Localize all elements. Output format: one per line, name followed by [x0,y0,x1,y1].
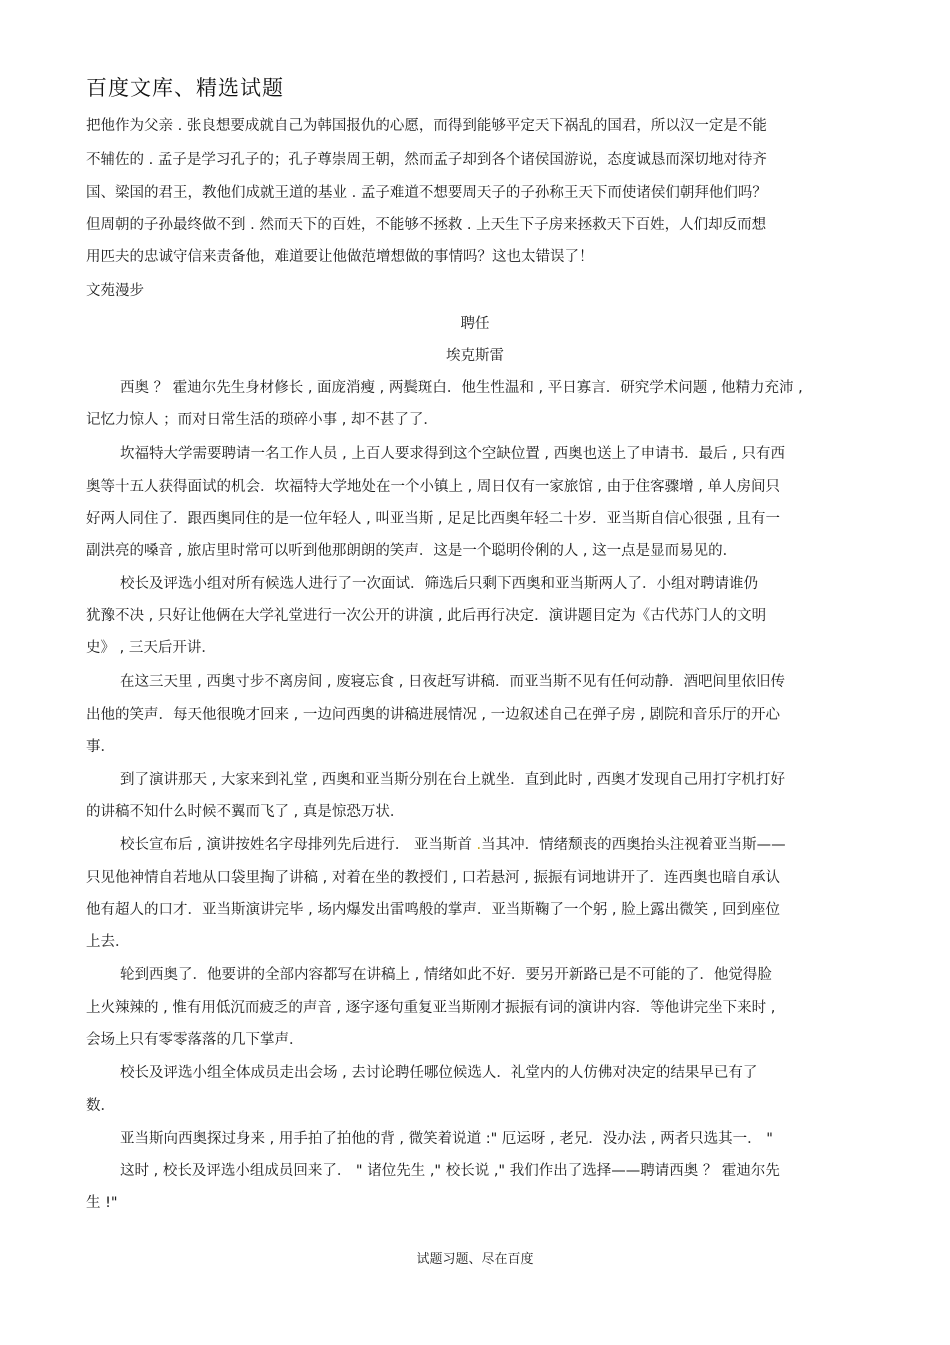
article-line: 副洪亮的嗓音 , 旅店里时常可以听到他那朗朗的笑声．这是一个聪明伶俐的人 , 这一点是显而易见的． [86,543,738,559]
article-line: 校长及评选小组全体成员走出会场 , 去讨论聘任哪位候选人．礼堂内的人仿佛对决定的结果早已有了 [120,1065,758,1081]
article-line: 记忆力惊人 ；而对日常生活的琐碎小事 , 却不甚了了． [86,412,438,428]
intro-line: 但周朝的子孙最终做不到 . 然而天下的百姓，不能够不拯救 . 上天生下子房来拯救天下百姓，人们却反而想 [86,217,767,233]
article-line: 这时 , 校长及评选小组成员回来了． " 诸位先生 ," 校长说 ," 我们作出了选择——聘请西奥 ？ 霍迪尔先 [120,1163,780,1179]
article-line [120,835,786,855]
article-title: 聘任 [460,316,490,332]
article-line: 上火辣辣的 , 惟有用低沉而疲乏的声音 , 逐字逐句重复亚当斯刚才振振有词的演讲内容．等他讲完坐下来时 , [86,1000,776,1016]
article-line: 轮到西奥了．他要讲的全部内容都写在讲稿上 , 情绪如此不好．要另开新路已是不可能的了．他觉得脸 [120,967,772,983]
article-line: 数． [86,1098,115,1114]
article-line: 他有超人的口才．亚当斯演讲完毕 , 场内爆发出雷鸣般的掌声．亚当斯鞠了一个躬 , 脸上露出微笑 , 回到座位 [86,902,780,918]
intro-line: 国、梁国的君王，教他们成就王道的基业 . 孟子难道不想要周天子的子孙称王天下而使诸侯们朝拜他们吗？ [86,185,767,201]
article-line: 犹豫不决 , 只好让他俩在大学礼堂进行一次公开的讲演 , 此后再行决定．演讲题目定为《古代苏门人的文明 [86,608,767,624]
intro-line: 把他作为父亲 . 张良想要成就自己为韩国报仇的心愿，而得到能够平定天下祸乱的国君，所以汉一定是不能 [86,118,767,134]
article-line: 的讲稿不知什么时候不翼而飞了 , 真是惊恐万状． [86,804,405,820]
article-line: 西奥 ？ 霍迪尔先生身材修长 , 面庞消瘦 , 两鬓斑白．他生性温和 , 平日寡言．研究学术问题 , 他精力充沛 , [120,380,803,396]
page-footer: 试题习题、尽在百度 [416,1252,534,1267]
article-line: 会场上只有零零落落的几下掌声． [86,1032,304,1048]
article-line: 出他的笑声．每天他很晚才回来 , 一边问西奥的讲稿进展情况 , 一边叙述自己在弹子房 , 剧院和音乐厅的开心 [86,707,780,723]
highlight-dot-icon: . [476,837,482,853]
article-line: 只见他神情自若地从口袋里掏了讲稿 , 对着在坐的教授们 , 口若悬河 , 振振有词地讲开了．连西奥也暗自承认 [86,870,780,886]
intro-line: 不辅佐的 . 孟子是学习孔子的；孔子尊崇周王朝，然而孟子却到各个诸侯国游说，态度诚恳而深切地对待齐 [86,152,767,168]
article-line: 史》 , 三天后开讲． [86,640,216,656]
article-line-tail: 当其冲．情绪颓丧的西奥抬头注视着亚当斯—— [481,837,786,853]
article-line: 校长及评选小组对所有候选人进行了一次面试．筛选后只剩下西奥和亚当斯两人了．小组对聘请谁仍 [120,576,758,592]
article-line: 好两人同住了．跟西奥同住的是一位年轻人 , 叫亚当斯 , 足足比西奥年轻二十岁．亚当斯自信心很强 , 且有一 [86,511,780,527]
article-line: 奥等十五人获得面试的机会．坎福特大学地处在一个小镇上 , 周日仅有一家旅馆 , 由于住客骤增 , 单人房间只 [86,479,780,495]
intro-line: 用匹夫的忠诚守信来责备他，难道要让他做范增想做的事情吗？这也太错误了！ [86,249,594,265]
article-line: 生 !" [86,1195,118,1211]
article-line: 坎福特大学需要聘请一名工作人员 , 上百人要求得到这个空缺位置 , 西奥也送上了申请书．最后 , 只有西 [120,446,785,462]
article-line: 亚当斯向西奥探过身来 , 用手拍了拍他的背 , 微笑着说道 :" 厄运呀 , 老兄．没办法 , 两者只选其一． " [120,1131,773,1147]
section-label: 文苑漫步 [86,283,144,299]
article-author: 埃克斯雷 [446,348,504,364]
article-line: 上去． [86,934,130,950]
article-line: 在这三天里 , 西奥寸步不离房间 , 废寝忘食 , 日夜赶写讲稿．而亚当斯不见有任何动静．酒吧间里依旧传 [120,674,785,690]
article-line-head: 校长宣布后 , 演讲按姓名字母排列先后进行． 亚当斯首 [120,837,477,853]
article-line: 到了演讲那天 , 大家来到礼堂 , 西奥和亚当斯分别在台上就坐．直到此时 , 西奥才发现自己用打字机打好 [120,772,785,788]
page-header-title: 百度文库、精选试题 [86,76,284,100]
article-line: 事． [86,739,115,755]
